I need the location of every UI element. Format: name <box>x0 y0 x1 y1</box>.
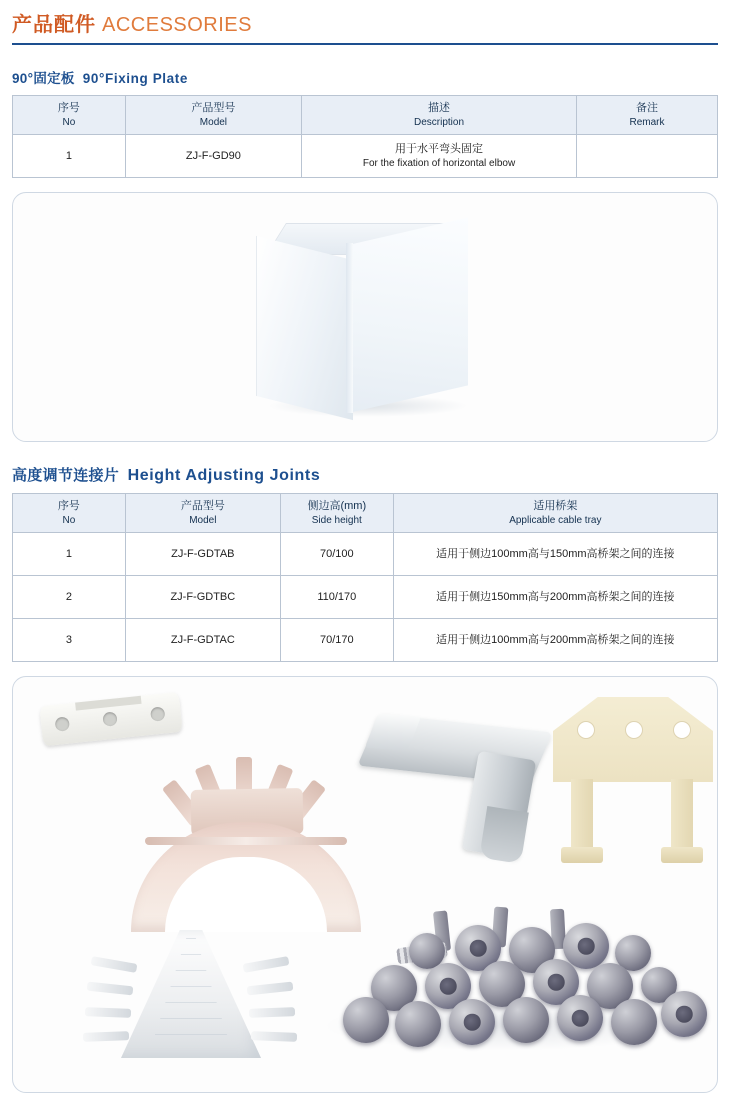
triangular-plate-leg <box>671 779 693 857</box>
bolts-pile-illustration <box>313 905 703 1065</box>
crown-joint-illustration <box>91 912 291 1062</box>
column-header-model-cn: 产品型号 <box>191 101 236 114</box>
bolt-head <box>343 997 389 1043</box>
cell-description-cn: 用于水平弯头固定 <box>395 142 484 155</box>
crown-spike <box>91 956 138 973</box>
fixing-plate-image-panel <box>12 192 718 442</box>
page-header <box>12 0 718 45</box>
cell-description-en: For the fixation of horizontal elbow <box>362 157 516 169</box>
section-title-joints-en: Height Adjusting Joints <box>127 467 321 484</box>
column-header-no-en: No <box>62 514 76 526</box>
section-title-height-adjusting-joints <box>12 464 718 485</box>
section-title-fixing-plate-en: 90°Fixing Plate <box>82 71 188 86</box>
table-header-row <box>13 96 718 135</box>
fixing-plate-table <box>12 95 718 178</box>
cell-side-height: 70/100 <box>280 533 393 576</box>
column-header-applicable-tray-en: Applicable cable tray <box>509 514 602 526</box>
cell-applicable-tray: 适用于侧边100mm高与200mm高桥架之间的连接 <box>393 619 717 662</box>
bolt-ring <box>661 991 707 1037</box>
elbow-connector-illustration <box>365 713 575 863</box>
triangular-plate-foot <box>561 847 603 863</box>
cell-no: 1 <box>13 135 126 178</box>
section-title-fixing-plate <box>12 67 718 87</box>
cell-model: ZJ-F-GD90 <box>125 135 301 178</box>
crown-spike <box>251 1031 297 1042</box>
triangular-plate-hole <box>577 721 595 739</box>
triangular-plate-body <box>553 697 713 782</box>
cell-model: ZJ-F-GDTAB <box>125 533 280 576</box>
cell-model: ZJ-F-GDTAC <box>125 619 280 662</box>
column-header-description-en: Description <box>414 116 465 128</box>
section-title-fixing-plate-cn: 90°固定板 <box>12 71 75 86</box>
cell-side-height: 70/170 <box>280 619 393 662</box>
column-header-remark-cn: 备注 <box>635 101 658 114</box>
flat-bracket-illustration <box>39 692 182 746</box>
column-header-model-cn: 产品型号 <box>180 499 225 512</box>
crown-spike <box>83 1031 129 1042</box>
cell-description <box>302 135 577 178</box>
height-adjusting-joints-table <box>12 493 718 662</box>
cell-no: 2 <box>13 576 126 619</box>
column-header-applicable-tray <box>393 494 717 533</box>
bracket-hole <box>102 711 117 726</box>
crown-spike <box>247 982 294 996</box>
bolt-head <box>395 1001 441 1047</box>
table-row <box>13 135 718 178</box>
bolt-ring <box>557 995 603 1041</box>
column-header-remark <box>576 96 717 135</box>
cell-remark <box>576 135 717 178</box>
bolt-ring <box>563 923 609 969</box>
arch-ridge <box>145 837 347 845</box>
table-row <box>13 533 718 576</box>
column-header-no-en: No <box>62 116 76 128</box>
table-row <box>13 576 718 619</box>
crown-spike <box>243 956 290 973</box>
cell-applicable-tray: 适用于侧边100mm高与150mm高桥架之间的连接 <box>393 533 717 576</box>
column-header-applicable-tray-cn: 适用桥架 <box>533 499 578 512</box>
column-header-no-cn: 序号 <box>57 499 80 512</box>
column-header-model-en: Model <box>189 514 217 526</box>
column-header-model <box>125 96 301 135</box>
bolt-head <box>611 999 657 1045</box>
cell-no: 3 <box>13 619 126 662</box>
cell-model: ZJ-F-GDTBC <box>125 576 280 619</box>
fixing-plate-illustration <box>238 213 498 423</box>
plate-left-face <box>256 236 353 420</box>
column-header-description-cn: 描述 <box>428 101 451 114</box>
bolt-head <box>503 997 549 1043</box>
column-header-no <box>13 96 126 135</box>
joints-image-panel <box>12 676 718 1093</box>
column-header-side-height-en: Side height <box>311 514 362 526</box>
bolt-ring <box>449 999 495 1045</box>
plate-right-face <box>350 217 468 412</box>
bracket-notch <box>75 696 141 711</box>
triangular-plate-hole <box>673 721 691 739</box>
cell-no: 1 <box>13 533 126 576</box>
crown-spike <box>249 1007 295 1018</box>
table-row <box>13 619 718 662</box>
triangular-plate-leg <box>571 779 593 857</box>
bracket-hole <box>55 716 70 731</box>
column-header-no <box>13 494 126 533</box>
column-header-description <box>302 96 577 135</box>
plate-corner-edge <box>346 243 353 413</box>
cell-applicable-tray: 适用于侧边150mm高与200mm高桥架之间的连接 <box>393 576 717 619</box>
column-header-side-height <box>280 494 393 533</box>
elbow-grip <box>479 806 529 864</box>
column-header-remark-en: Remark <box>629 116 665 128</box>
column-header-model-en: Model <box>199 116 228 128</box>
column-header-model <box>125 494 280 533</box>
column-header-no-cn: 序号 <box>57 101 80 114</box>
column-header-side-height-cn: 侧边高(mm) <box>307 499 367 512</box>
table-header-row <box>13 494 718 533</box>
cell-side-height: 110/170 <box>280 576 393 619</box>
triangular-plate-hole <box>625 721 643 739</box>
page-title-cn: 产品配件 <box>12 14 96 36</box>
bracket-hole <box>150 706 165 721</box>
section-title-joints-cn: 高度调节连接片 <box>12 467 120 484</box>
page-title-en: ACCESSORIES <box>102 14 252 36</box>
crown-spike <box>85 1007 131 1018</box>
triangular-plate-foot <box>661 847 703 863</box>
crown-spike <box>87 982 134 996</box>
triangular-plate-illustration <box>553 697 713 867</box>
